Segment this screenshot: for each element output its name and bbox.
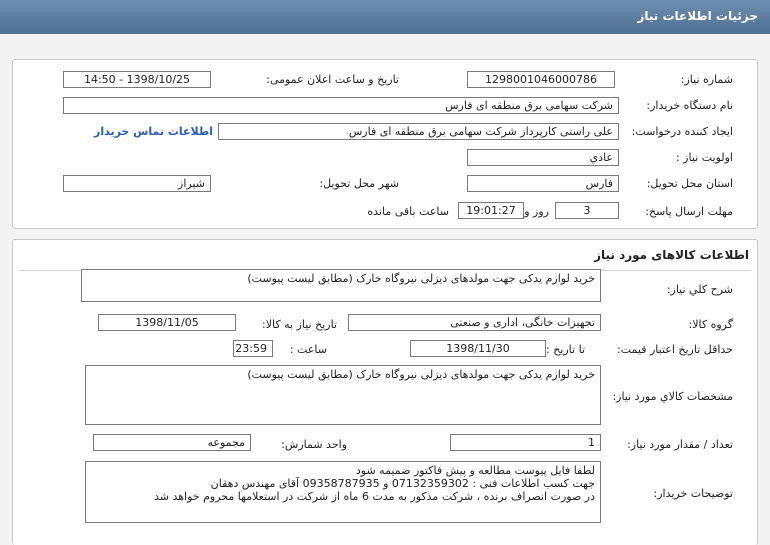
days-label: روز و (524, 205, 549, 218)
specs-label: مشخصات کالاي مورد نیاز: (612, 390, 733, 403)
quantity-field[interactable]: 1 (450, 434, 601, 451)
goods-info-panel (12, 239, 758, 545)
priority-field[interactable]: عادي (467, 149, 619, 166)
notes-line: در صورت انصراف برنده ، شرکت مذکور به مدت 6 ماه از شرکت در استعلامها محروم خواهد شد (154, 490, 595, 503)
specs-field[interactable] (85, 365, 601, 425)
buyer-org-label: نام دستگاه خریدار: (646, 99, 733, 112)
notes-line: لطفا فایل پیوست مطالعه و پیش فاکتور ضمیمه شود (355, 464, 595, 477)
notes-field[interactable] (85, 461, 601, 523)
need-info-panel (12, 59, 758, 229)
need-date-field[interactable]: 1398/11/05 (98, 314, 236, 331)
creator-field[interactable]: علی راستی کارپرداز شرکت سهامی برق منطقه ای فارس (218, 123, 619, 140)
group-label: گروه کالا: (688, 318, 733, 331)
goods-section-title: اطلاعات کالاهای مورد نیاز (594, 248, 749, 262)
deadline-label: مهلت ارسال پاسخ: (645, 205, 733, 218)
hour-field[interactable]: 23:59 (233, 340, 273, 357)
summary-label: شرح کلي نیاز: (666, 283, 733, 296)
creator-label: ایجاد کننده درخواست: (631, 125, 733, 138)
days-field[interactable]: 3 (555, 202, 619, 219)
unit-label: واحد شمارش: (281, 438, 347, 451)
quantity-label: تعداد / مقدار مورد نیاز: (627, 438, 733, 451)
need-date-label: تاریخ نیاز به کالا: (262, 318, 337, 331)
unit-field[interactable]: مجموعه (93, 434, 251, 451)
announce-label: تاریخ و ساعت اعلان عمومی: (266, 73, 399, 86)
buyer-contact-link[interactable]: اطلاعات تماس خریدار (93, 125, 213, 138)
notes-label: توضیحات خریدار: (653, 487, 733, 500)
remaining-time-field[interactable]: 19:01:27 (458, 202, 524, 219)
group-field[interactable]: تجهیزات خانگی، اداری و صنعتی (348, 314, 601, 331)
need-number-field[interactable]: 1298001046000786 (467, 71, 615, 88)
remaining-label: ساعت باقی مانده (367, 205, 449, 218)
need-number-label: شماره نیاز: (680, 73, 733, 86)
until-date-field[interactable]: 1398/11/30 (410, 340, 546, 357)
page-title: جزئیات اطلاعات نیاز (0, 0, 770, 34)
hour-label: ساعت : (289, 343, 327, 356)
specs-text: خرید لوازم یدکی جهت مولدهای دیزلی نیروگاه خارک (مطابق لیست پیوست) (247, 368, 595, 381)
validity-label: حداقل تاریخ اعتبار قیمت: (617, 343, 733, 356)
city-label: شهر محل تحویل: (319, 177, 399, 190)
province-label: استان محل تحویل: (646, 177, 733, 190)
priority-label: اولویت نیاز : (675, 151, 733, 164)
province-field[interactable]: فارس (467, 175, 619, 192)
buyer-org-field[interactable]: شرکت سهامی برق منطقه ای فارس (63, 97, 619, 114)
summary-field[interactable] (81, 269, 601, 302)
announce-field[interactable]: 1398/10/25 - 14:50 (63, 71, 211, 88)
summary-text: خرید لوازم یدکی جهت مولدهای دیزلی نیروگاه خارک (مطابق لیست پیوست) (247, 272, 595, 285)
city-field[interactable]: شیراز (63, 175, 211, 192)
notes-line: جهت کسب اطلاعات فنی : 07132359302 و 09358787935 آقای مهندس دهقان (210, 477, 595, 490)
until-date-label: تا تاریخ : (546, 343, 585, 356)
